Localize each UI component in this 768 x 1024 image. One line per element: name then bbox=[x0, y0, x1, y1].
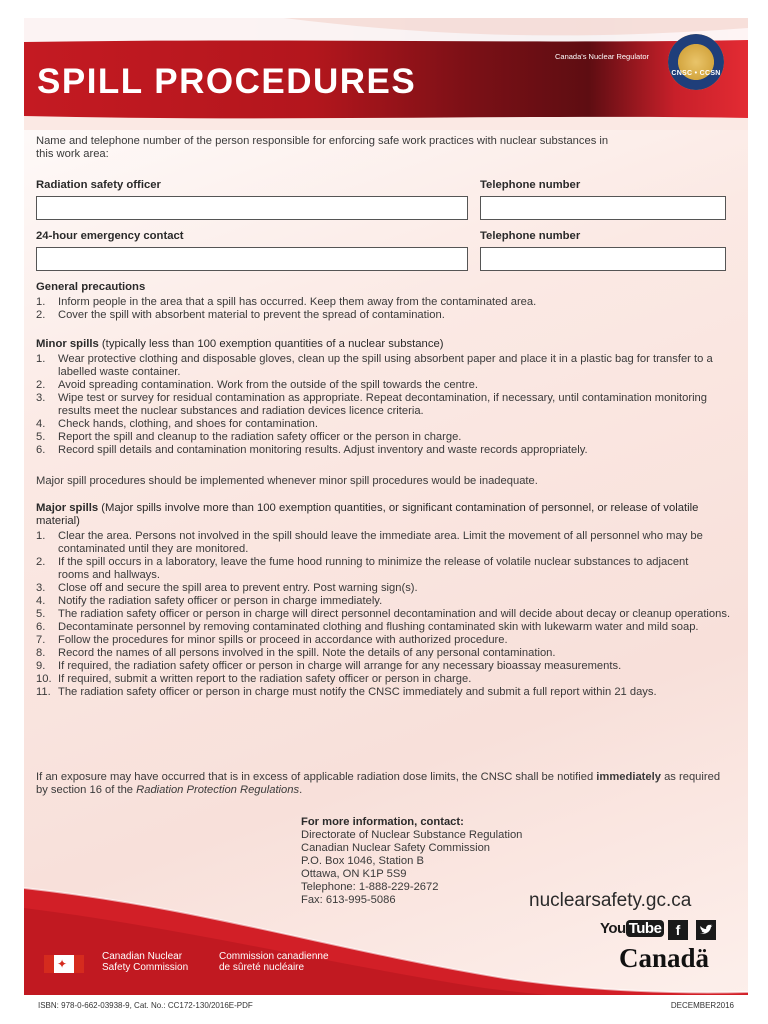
list-item: 2. If the spill occurs in a laboratory, leave the fume hood running to minimize the release of volatile nuclear substances to adjacent rooms and hallways. bbox=[36, 556, 689, 581]
minor-heading: Minor spills (typically less than 100 exemption quantities of a nuclear substance) bbox=[36, 338, 444, 350]
canada-wordmark: Canadä bbox=[619, 943, 710, 973]
list-item: 2. Avoid spreading contamination. Work from the outside of the spill towards the centre. bbox=[36, 379, 478, 391]
twitter-icon[interactable] bbox=[696, 920, 716, 940]
phone2-label: Telephone number bbox=[480, 230, 581, 242]
list-item: 6. Record spill details and contamination monitoring results. Adjust inventory and waste records appropriately. bbox=[36, 444, 588, 456]
list-item: 7. Follow the procedures for minor spills or proceed in accordance with authorized procedure. bbox=[36, 634, 508, 646]
contact-line: Directorate of Nuclear Substance Regulation bbox=[301, 829, 523, 841]
contact-line: Fax: 613-995-5086 bbox=[301, 894, 396, 906]
phone1-field[interactable] bbox=[480, 196, 726, 220]
general-precautions-section bbox=[36, 281, 736, 322]
list-item: 1. Inform people in the area that a spill has occurred. Keep them away from the contaminated area. bbox=[36, 296, 537, 308]
list-item: 3. Wipe test or survey for residual contamination as appropriate. Repeat decontamination, if necessary, until contamination monitoring results meet the nuclear substances and radiation devices licence criteria. bbox=[36, 392, 708, 417]
rso-field[interactable] bbox=[36, 196, 468, 220]
list-item: 6. Decontaminate personnel by removing contaminated clothing and flushing contaminated skin with lukewarm water and mild soap. bbox=[36, 621, 699, 633]
major-note: Major spill procedures should be implemented whenever minor spill procedures would be inadequate. bbox=[36, 475, 538, 487]
seal-text: CNSC • CCSN bbox=[671, 70, 721, 77]
exposure-note: If an exposure may have occurred that is in excess of applicable radiation dose limits, the CNSC shall be notified immediately as required by section 16 of the Radiation Protection Regulations. bbox=[36, 771, 721, 796]
agency-name-en: Canadian Nuclear Safety Commission bbox=[102, 951, 189, 973]
document-page bbox=[24, 18, 748, 1018]
list-item: 4. Check hands, clothing, and shoes for contamination. bbox=[36, 418, 318, 430]
list-item: 10. If required, submit a written report to the radiation safety officer or person in charge. bbox=[36, 673, 472, 685]
general-heading: General precautions bbox=[36, 281, 146, 293]
contact-line: Telephone: 1-888-229-2672 bbox=[301, 881, 439, 893]
contact-line: P.O. Box 1046, Station B bbox=[301, 855, 424, 867]
list-item: 1. Wear protective clothing and disposable gloves, clean up the spill using absorbent paper and place it in a plastic bag for transfer to a labelled waste container. bbox=[36, 353, 713, 378]
page-title: SPILL PROCEDURES bbox=[37, 62, 417, 101]
isbn-text: ISBN: 978-0-662-03938-9, Cat. No.: CC172-130/2016E-PDF bbox=[38, 1001, 253, 1010]
emergency-contact-field[interactable] bbox=[36, 247, 468, 271]
list-item: 8. Record the names of all persons involved in the spill. Note the details of any personal contamination. bbox=[36, 647, 556, 659]
facebook-icon[interactable]: f bbox=[668, 920, 688, 940]
phone1-label: Telephone number bbox=[480, 179, 581, 191]
list-item: 5. The radiation safety officer or person in charge will direct personnel decontamination and will decide about decay or cleanup operations. bbox=[36, 608, 731, 620]
intro-text: Name and telephone number of the person responsible for enforcing safe work practices with nuclear substances in this work area: bbox=[36, 135, 609, 160]
list-item: 5. Report the spill and cleanup to the radiation safety officer or the person in charge. bbox=[36, 431, 462, 443]
list-item: 11. The radiation safety officer or person in charge must notify the CNSC immediately and submit a full report within 21 days. bbox=[36, 686, 657, 698]
canada-flag-icon: ✦ bbox=[44, 955, 84, 973]
website-link[interactable]: nuclearsafety.gc.ca bbox=[529, 890, 692, 911]
youtube-icon[interactable]: You Tube bbox=[600, 920, 664, 937]
list-item: 1. Clear the area. Persons not involved in the spill should leave the immediate area. Limit the movement of all personnel who may be contaminated until they are monitored. bbox=[36, 530, 703, 555]
list-item: 9. If required, the radiation safety officer or person in charge will arrange for any necessary bioassay measurements. bbox=[36, 660, 622, 672]
contact-line: Ottawa, ON K1P 5S9 bbox=[301, 868, 407, 880]
agency-name-fr: Commission canadienne de sûreté nucléaire bbox=[219, 951, 329, 973]
major-spills-section bbox=[36, 502, 736, 699]
regulator-tagline: Canada's Nuclear Regulator bbox=[555, 52, 649, 61]
minor-spills-section bbox=[36, 338, 736, 457]
list-item: 3. Close off and secure the spill area to prevent entry. Post warning sign(s). bbox=[36, 582, 418, 594]
header-banner bbox=[24, 18, 748, 130]
contact-line: Canadian Nuclear Safety Commission bbox=[301, 842, 491, 854]
emergency-contact-label: 24-hour emergency contact bbox=[36, 230, 184, 242]
footer bbox=[24, 995, 748, 1018]
cnsc-seal-logo bbox=[668, 34, 724, 90]
contact-heading: For more information, contact: bbox=[301, 816, 464, 828]
publication-date: DECEMBER2016 bbox=[670, 1001, 734, 1010]
major-heading: Major spills (Major spills involve more than 100 exemption quantities, or significant contamination of personnel, or release of volatile material) bbox=[36, 502, 699, 527]
list-item: 4. Notify the radiation safety officer or person in charge immediately. bbox=[36, 595, 383, 607]
phone2-field[interactable] bbox=[480, 247, 726, 271]
rso-label: Radiation safety officer bbox=[36, 179, 161, 191]
list-item: 2. Cover the spill with absorbent material to prevent the spread of contamination. bbox=[36, 309, 445, 321]
intro-section bbox=[36, 135, 736, 161]
